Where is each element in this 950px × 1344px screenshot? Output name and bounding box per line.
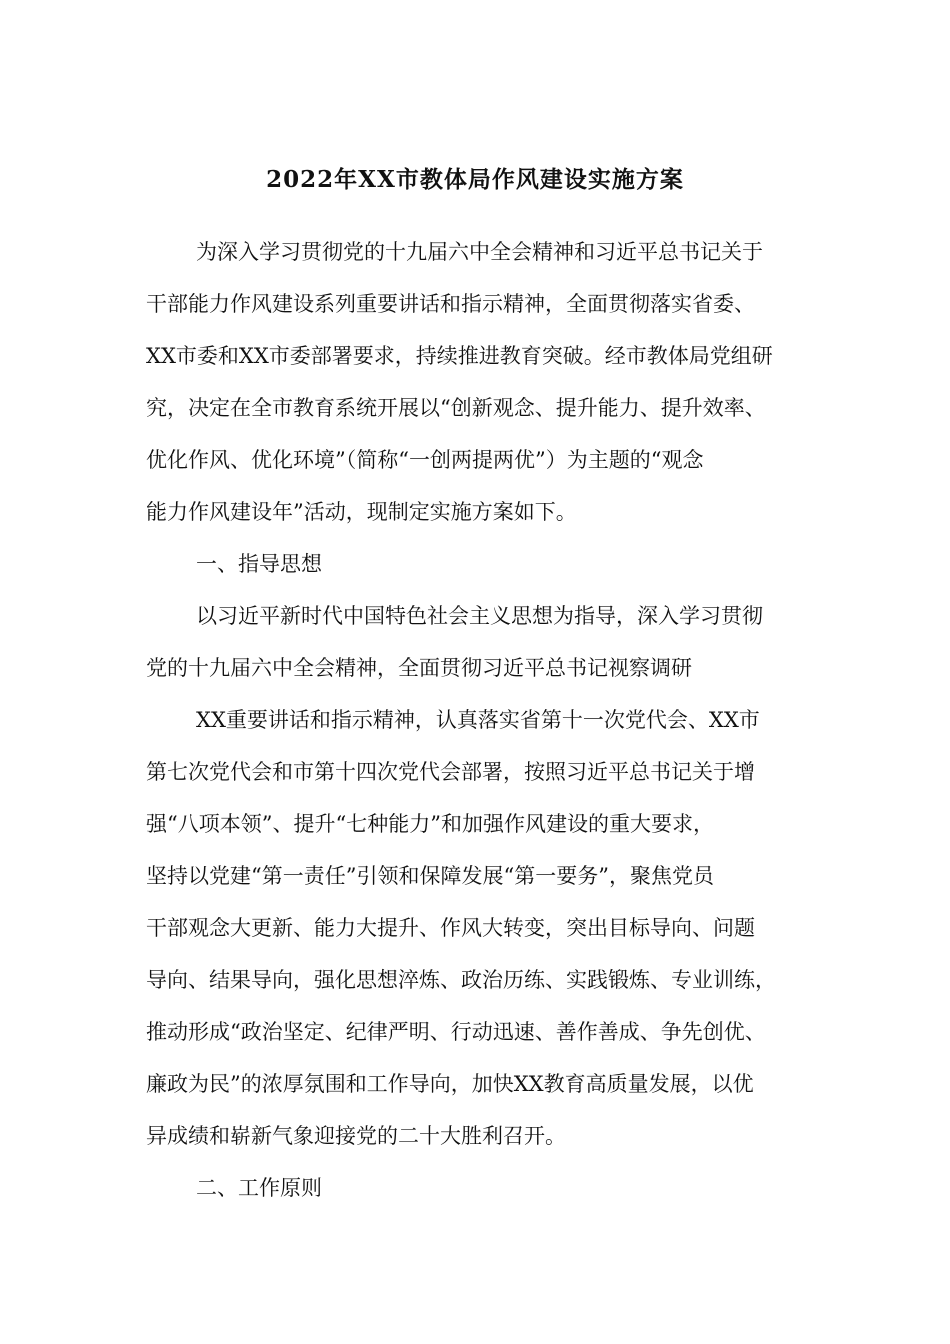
section-heading: 二、工作原则 <box>196 1176 322 1200</box>
paragraph-line: 廉政为民”的浓厚氛围和工作导向，加快XX教育高质量发展，以优 <box>146 1072 754 1096</box>
section-heading: 一、指导思想 <box>196 552 322 576</box>
paragraph-line: 究，决定在全市教育系统开展以“创新观念、提升能力、提升效率、 <box>146 396 766 420</box>
paragraph-line: 党的十九届六中全会精神，全面贯彻习近平总书记视察调研 <box>146 656 692 680</box>
document-title: 2022年XX市教体局作风建设实施方案 <box>266 166 684 193</box>
paragraph-line: 为深入学习贯彻党的十九届六中全会精神和习近平总书记关于 <box>196 240 763 264</box>
paragraph-line: 强“八项本领”、提升“七种能力”和加强作风建设的重大要求， <box>146 812 714 836</box>
paragraph-line: 干部观念大更新、能力大提升、作风大转变，突出目标导向、问题 <box>146 916 755 940</box>
paragraph-line: XX重要讲话和指示精神，认真落实省第十一次党代会、XX市 <box>196 708 760 732</box>
paragraph-line: 推动形成“政治坚定、纪律严明、行动迅速、善作善成、争先创优、 <box>146 1020 766 1044</box>
paragraph-line: 坚持以党建“第一责任”引领和保障发展“第一要务”，聚焦党员 <box>146 864 714 888</box>
paragraph-line: 导向、结果导向，强化思想淬炼、政治历练、实践锻炼、专业训练， <box>146 968 776 992</box>
paragraph-line: 优化作风、优化环境”（简称“一创两提两优”）为主题的“观念 <box>146 448 704 472</box>
paragraph-line: XX市委和XX市委部署要求，持续推进教育突破。经市教体局党组研 <box>146 344 773 368</box>
paragraph-line: 第七次党代会和市第十四次党代会部署，按照习近平总书记关于增 <box>146 760 755 784</box>
paragraph-line: 异成绩和崭新气象迎接党的二十大胜利召开。 <box>146 1124 566 1148</box>
paragraph-line: 干部能力作风建设系列重要讲话和指示精神，全面贯彻落实省委、 <box>146 292 755 316</box>
paragraph-line: 能力作风建设年”活动，现制定实施方案如下。 <box>146 500 577 524</box>
paragraph-line: 以习近平新时代中国特色社会主义思想为指导，深入学习贯彻 <box>196 604 763 628</box>
